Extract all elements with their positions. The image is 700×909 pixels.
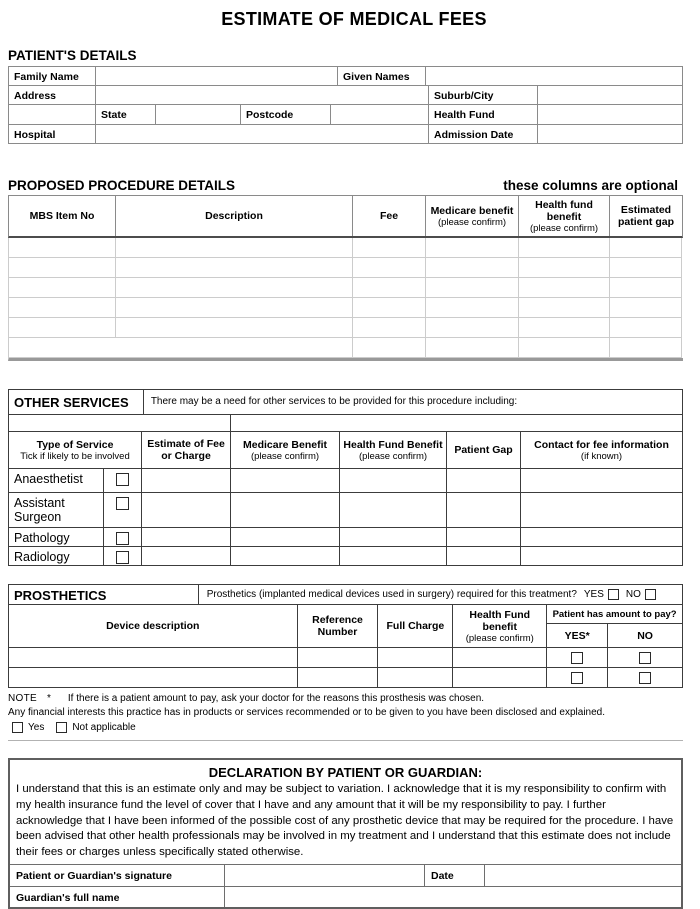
pay-no-cell [608,648,683,668]
col-header-device-description: Device description [9,605,298,648]
state-label: State [96,105,156,125]
col-header-type-of-service: Type of Service Tick if likely to be involved [9,432,142,469]
procedure-cell[interactable] [610,278,682,298]
prosthetics-yes-checkbox[interactable] [608,589,619,600]
procedure-cell[interactable] [116,238,353,258]
service-cell[interactable] [9,415,231,432]
col-header-medicare-benefit: Medicare benefit (please confirm) [426,196,519,236]
service-cell[interactable] [521,493,683,528]
procedure-cell[interactable] [426,278,519,298]
other-services-table [8,389,683,566]
family-name-label: Family Name [9,67,96,86]
service-cell[interactable] [447,528,521,547]
service-cell[interactable] [340,469,447,493]
procedure-cell[interactable] [9,298,116,318]
procedure-cell[interactable] [9,278,116,298]
col-header-health-fund-benefit: Health fund benefit (please confirm) [519,196,610,236]
hospital-label: Hospital [9,125,96,144]
pathology-checkbox[interactable] [116,532,129,545]
guardian-name-field[interactable] [225,886,681,907]
col-header-pay-yes: YES* [547,624,608,647]
pay-no-cell [608,668,683,688]
prosthetic-cell[interactable] [9,648,298,668]
procedure-cell[interactable] [426,258,519,278]
assistant-surgeon-checkbox[interactable] [116,497,129,510]
service-cell[interactable] [447,547,521,566]
health-fund-field[interactable] [538,105,683,125]
disclosure-na-label: Not applicable [72,722,136,733]
pathology-check-cell [104,528,142,547]
col-header-patient-has-amount: Patient has amount to pay? YES* NO [547,605,683,648]
procedure-cell[interactable] [353,318,426,338]
pay-yes-checkbox[interactable] [571,652,583,664]
procedure-cell[interactable] [9,258,116,278]
prosthetics-heading: PROSTHETICS [9,585,199,605]
procedure-cell[interactable] [353,278,426,298]
procedure-cell[interactable] [519,258,610,278]
col-header-reference-number: Reference Number [298,605,379,648]
procedure-details-table [8,195,683,361]
service-cell[interactable] [447,469,521,493]
procedure-cell[interactable] [610,238,682,258]
col-header-full-charge: Full Charge [378,605,453,648]
prosthetic-cell[interactable] [453,668,547,688]
procedure-cell[interactable] [610,258,682,278]
pay-yes-cell [547,668,608,688]
service-cell[interactable] [340,493,447,528]
declaration-heading: DECLARATION BY PATIENT OR GUARDIAN: [208,765,483,780]
procedure-cell[interactable] [519,338,610,358]
procedure-cell[interactable] [353,238,426,258]
procedure-cell[interactable] [116,318,353,338]
prosthetic-cell[interactable] [378,648,453,668]
pay-no-checkbox[interactable] [639,652,651,664]
service-cell[interactable] [521,469,683,493]
prosthetics-no-checkbox[interactable] [645,589,656,600]
other-services-intro: There may be a need for other services to be provided for this procedure including: [144,390,683,415]
declaration-section [8,758,683,909]
postcode-label: Postcode [241,105,331,125]
procedure-cell[interactable] [519,238,610,258]
given-names-field[interactable] [426,67,683,86]
col-header-pay-no: NO [637,629,653,642]
patient-details-table [8,66,683,144]
service-cell[interactable] [447,493,521,528]
col-header-contact-fee-info: Contact for fee information (if known) [521,432,683,469]
col-header-estimated-patient-gap: Estimated patient gap [617,204,674,228]
prosthetics-yes-label: YES [583,589,604,600]
col-header-estimate-fee: Estimate of Fee or Charge [142,432,231,469]
service-cell[interactable] [340,528,447,547]
prosthetic-cell[interactable] [453,648,547,668]
guardian-name-label: Guardian's full name [10,886,225,907]
suburb-city-field[interactable] [538,86,683,105]
patient-details-heading: PATIENT'S DETAILS [8,48,137,63]
pay-yes-checkbox[interactable] [571,672,583,684]
service-cell[interactable] [340,547,447,566]
procedure-cell[interactable] [426,338,519,358]
assistant-surgeon-check-cell [104,493,142,528]
note-section [8,688,683,741]
procedure-cell[interactable] [353,338,426,358]
service-cell[interactable] [142,469,231,493]
declaration-body: I understand that this is an estimate only and may be subject to variation. I acknowledge that it is my responsibility to confirm with my health insurance fund the level of cover that I have and any amount that it will be my responsibility to pay. I further acknowledge that I have been informed of the possible cost of any prosthetic device that may be required for the procedure. I have been advised that other health professionals may be involved in my treatment and I understand that this estimate does not include their fees or charges unless specifically stated otherwise. [16,783,674,859]
service-cell[interactable] [142,493,231,528]
address-label: Address [9,86,96,105]
optional-columns-note: these columns are optional [503,178,678,193]
disclosure-na-checkbox[interactable] [56,722,67,733]
col-header-fee: Fee [353,196,426,236]
procedure-cell[interactable] [9,238,116,258]
prosthetic-cell[interactable] [9,668,298,688]
procedure-cell[interactable] [353,258,426,278]
radiology-checkbox[interactable] [116,551,129,564]
other-services-heading: OTHER SERVICES [9,390,144,415]
anaesthetist-label: Anaesthetist [9,469,104,493]
disclosure-yes-checkbox[interactable] [12,722,23,733]
procedure-cell[interactable] [519,278,610,298]
procedure-cell[interactable] [9,318,116,338]
prosthetics-question-cell [199,585,683,605]
note-text: If there is a patient amount to pay, ask your doctor for the reasons this prosthesis was chosen. [67,693,485,704]
procedure-cell[interactable] [426,318,519,338]
procedure-cell[interactable] [519,318,610,338]
family-name-field[interactable] [96,67,338,86]
service-cell[interactable] [231,528,340,547]
signature-field[interactable] [225,865,425,886]
procedure-cell[interactable] [116,278,353,298]
prosthetics-question: Prosthetics (implanted medical devices used in surgery) required for this treatment? [206,589,577,600]
procedure-cell[interactable] [426,238,519,258]
procedure-cell[interactable] [426,298,519,318]
prosthetic-cell[interactable] [378,668,453,688]
procedure-cell[interactable] [610,298,682,318]
address-field[interactable] [96,86,429,105]
service-cell[interactable] [142,528,231,547]
state-field[interactable] [156,105,241,125]
prosthetics-table [8,584,683,688]
service-cell[interactable] [231,469,340,493]
col-header-pros-health-fund-benefit: Health Fund benefit (please confirm) [453,605,547,648]
date-label: Date [425,865,485,886]
procedure-cell[interactable] [610,318,682,338]
procedure-cell[interactable] [116,298,353,318]
disclosure-yes-label: Yes [28,722,45,733]
procedure-details-heading: PROPOSED PROCEDURE DETAILS [8,178,236,193]
page-title: ESTIMATE OF MEDICAL FEES [221,9,487,29]
prosthetic-cell[interactable] [298,668,379,688]
service-cell[interactable] [231,415,683,432]
assistant-surgeon-label: Assistant Surgeon [9,493,104,528]
service-cell[interactable] [231,493,340,528]
col-header-svc-medicare-benefit: Medicare Benefit (please confirm) [231,432,340,469]
radiology-label: Radiology [9,547,104,566]
col-header-description: Description [116,196,353,236]
disclosure-text: Any financial interests this practice has in products or services recommended or to be given to you have been disclosed and explained. [8,707,606,718]
pathology-label: Pathology [9,528,104,547]
suburb-city-label: Suburb/City [429,86,538,105]
service-cell[interactable] [521,547,683,566]
anaesthetist-check-cell [104,469,142,493]
service-cell[interactable] [231,547,340,566]
service-cell[interactable] [142,547,231,566]
procedure-cell-merged[interactable] [9,338,353,358]
date-field[interactable] [485,865,681,886]
postcode-field[interactable] [331,105,429,125]
col-header-patient-gap: Patient Gap [447,432,521,469]
admission-date-label: Admission Date [429,125,538,144]
pay-no-checkbox[interactable] [639,672,651,684]
procedure-cell[interactable] [610,338,682,358]
hospital-field[interactable] [96,125,429,144]
prosthetic-cell[interactable] [298,648,379,668]
health-fund-label: Health Fund [429,105,538,125]
signature-table [10,864,681,907]
procedure-cell[interactable] [116,258,353,278]
admission-date-field[interactable] [538,125,683,144]
col-header-mbs-item-no: MBS Item No [9,196,116,236]
service-cell[interactable] [521,528,683,547]
note-label: NOTE [8,693,37,704]
procedure-cell[interactable] [353,298,426,318]
address-field-2[interactable] [9,105,96,125]
given-names-label: Given Names [338,67,426,86]
prosthetics-no-label: NO [625,589,641,600]
anaesthetist-checkbox[interactable] [116,473,129,486]
radiology-check-cell [104,547,142,566]
procedure-cell[interactable] [519,298,610,318]
col-header-svc-health-fund-benefit: Health Fund Benefit (please confirm) [340,432,447,469]
pay-yes-cell [547,648,608,668]
signature-label: Patient or Guardian's signature [10,865,225,886]
note-asterisk: * [46,693,51,704]
